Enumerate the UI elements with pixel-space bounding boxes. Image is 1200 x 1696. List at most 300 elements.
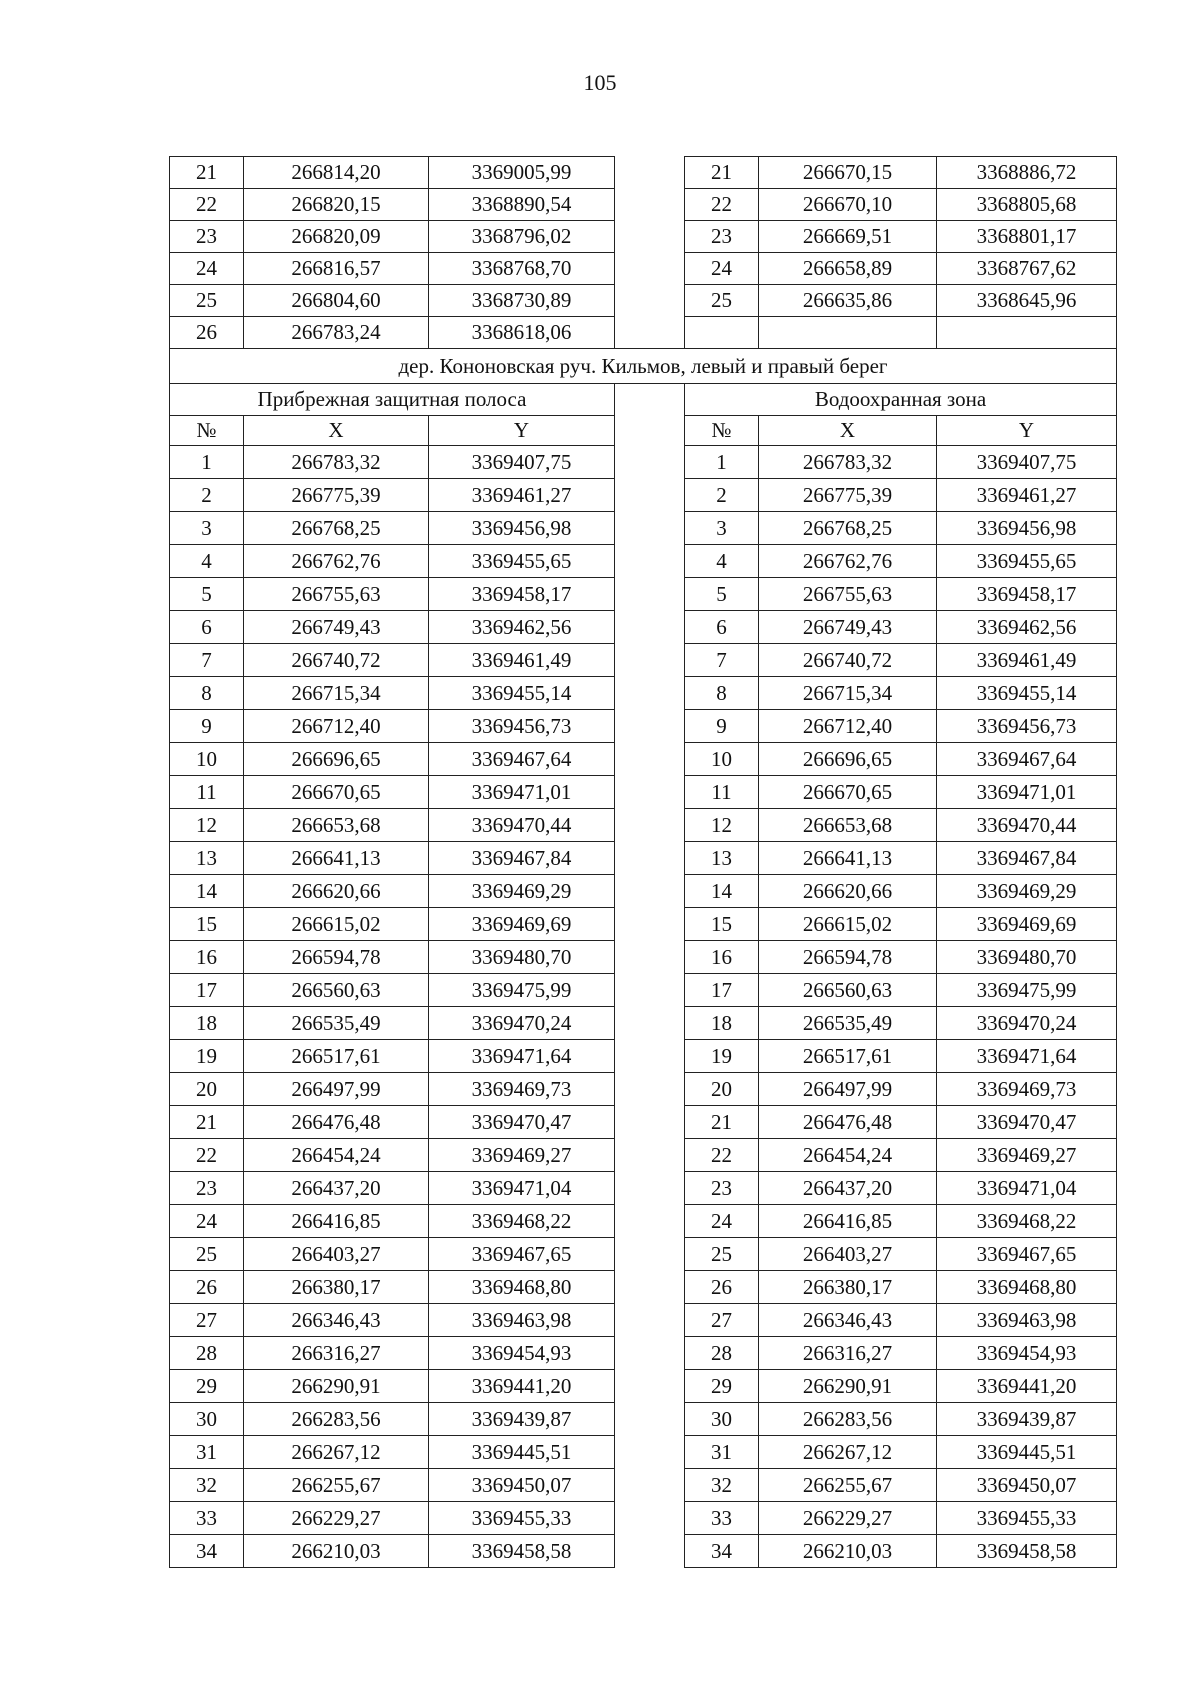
right-x-coordinate-cell: 266768,25: [759, 512, 937, 545]
left-y-coordinate-cell: 3369469,73: [429, 1073, 615, 1106]
left-y-coordinate-cell: 3369455,14: [429, 677, 615, 710]
left-y-coordinate-cell: 3369471,04: [429, 1172, 615, 1205]
right-y-coordinate-cell: 3369469,29: [937, 875, 1117, 908]
right-point-number-cell: 21: [685, 1106, 759, 1139]
left-x-coordinate-cell: 266560,63: [244, 974, 429, 1007]
left-x-coordinate-cell: 266755,63: [244, 578, 429, 611]
left-point-number-cell: 13: [170, 842, 244, 875]
right-point-number-cell: 26: [685, 1271, 759, 1304]
right-y-coordinate-cell: 3368767,62: [937, 253, 1117, 285]
right-point-number-cell: 31: [685, 1436, 759, 1469]
left-point-number-cell: 26: [170, 317, 244, 349]
table-row: [170, 1304, 1117, 1337]
table-gap: [615, 1469, 685, 1502]
left-x-coordinate-cell: 266255,67: [244, 1469, 429, 1502]
right-y-coordinate-cell: 3369455,14: [937, 677, 1117, 710]
left-point-number-cell: 5: [170, 578, 244, 611]
left-x-coordinate-cell: 266620,66: [244, 875, 429, 908]
coordinates-table-body: [170, 157, 1117, 1568]
table-row: [170, 1040, 1117, 1073]
left-point-number-cell: 3: [170, 512, 244, 545]
left-column-header: №: [170, 416, 244, 446]
table-row: [170, 157, 1117, 189]
left-x-coordinate-cell: 266670,65: [244, 776, 429, 809]
right-x-coordinate-cell: 266670,15: [759, 157, 937, 189]
right-y-coordinate-cell: 3369461,27: [937, 479, 1117, 512]
right-x-coordinate-cell: 266749,43: [759, 611, 937, 644]
left-y-coordinate-cell: 3369005,99: [429, 157, 615, 189]
right-point-number-cell: 22: [685, 189, 759, 221]
right-point-number-cell: 7: [685, 644, 759, 677]
table-gap: [615, 157, 685, 189]
right-y-coordinate-cell: 3369462,56: [937, 611, 1117, 644]
table-row: [170, 1271, 1117, 1304]
table-gap: [615, 1007, 685, 1040]
table-row: [170, 743, 1117, 776]
table-row: [170, 842, 1117, 875]
left-y-coordinate-cell: 3369467,65: [429, 1238, 615, 1271]
right-y-coordinate-cell: 3369456,98: [937, 512, 1117, 545]
left-point-number-cell: 10: [170, 743, 244, 776]
left-y-coordinate-cell: 3368796,02: [429, 221, 615, 253]
table-row: [170, 545, 1117, 578]
right-x-coordinate-cell: 266535,49: [759, 1007, 937, 1040]
right-point-number-cell: 33: [685, 1502, 759, 1535]
right-x-coordinate-cell: 266755,63: [759, 578, 937, 611]
table-gap: [615, 776, 685, 809]
table-row: [170, 875, 1117, 908]
right-y-coordinate-cell: 3368801,17: [937, 221, 1117, 253]
left-x-coordinate-cell: 266210,03: [244, 1535, 429, 1568]
left-point-number-cell: 17: [170, 974, 244, 1007]
table-row: [170, 1238, 1117, 1271]
left-y-coordinate-cell: 3369480,70: [429, 941, 615, 974]
right-x-coordinate-cell: 266403,27: [759, 1238, 937, 1271]
table-gap: [615, 446, 685, 479]
left-point-number-cell: 34: [170, 1535, 244, 1568]
section-title: дер. Кононовская руч. Кильмов, левый и правый берег: [170, 349, 1117, 384]
table-row: [170, 611, 1117, 644]
left-point-number-cell: 8: [170, 677, 244, 710]
right-y-coordinate-cell: 3369458,17: [937, 578, 1117, 611]
right-x-coordinate-cell: 266255,67: [759, 1469, 937, 1502]
right-point-number-cell: 23: [685, 221, 759, 253]
right-y-coordinate-cell: 3369450,07: [937, 1469, 1117, 1502]
right-y-coordinate-cell: 3369439,87: [937, 1403, 1117, 1436]
right-point-number-cell: 25: [685, 1238, 759, 1271]
left-point-number-cell: 1: [170, 446, 244, 479]
right-y-coordinate-cell: 3369469,27: [937, 1139, 1117, 1172]
right-y-coordinate-cell: 3369467,64: [937, 743, 1117, 776]
right-point-number-cell: 20: [685, 1073, 759, 1106]
right-point-number-cell: 13: [685, 842, 759, 875]
right-point-number-cell: 3: [685, 512, 759, 545]
right-point-number-cell: 22: [685, 1139, 759, 1172]
left-point-number-cell: 30: [170, 1403, 244, 1436]
right-point-number-cell: 18: [685, 1007, 759, 1040]
table-gap: [615, 611, 685, 644]
left-x-coordinate-cell: 266517,61: [244, 1040, 429, 1073]
left-y-coordinate-cell: 3369469,27: [429, 1139, 615, 1172]
right-y-coordinate-cell: 3369463,98: [937, 1304, 1117, 1337]
table-gap: [615, 1304, 685, 1337]
right-x-coordinate-cell: 266437,20: [759, 1172, 937, 1205]
left-x-coordinate-cell: 266476,48: [244, 1106, 429, 1139]
table-gap: [615, 1271, 685, 1304]
right-y-coordinate-cell: 3369467,65: [937, 1238, 1117, 1271]
right-x-coordinate-cell: 266476,48: [759, 1106, 937, 1139]
left-y-coordinate-cell: 3369450,07: [429, 1469, 615, 1502]
left-y-coordinate-cell: 3369461,49: [429, 644, 615, 677]
left-point-number-cell: 4: [170, 545, 244, 578]
right-point-number-cell: 6: [685, 611, 759, 644]
left-y-coordinate-cell: 3369445,51: [429, 1436, 615, 1469]
right-x-coordinate-cell: 266670,10: [759, 189, 937, 221]
table-gap: [615, 253, 685, 285]
table-row: [170, 1337, 1117, 1370]
right-point-number-cell: 16: [685, 941, 759, 974]
left-x-coordinate-cell: 266775,39: [244, 479, 429, 512]
right-y-coordinate-cell: 3369470,44: [937, 809, 1117, 842]
table-row: [170, 189, 1117, 221]
left-y-coordinate-cell: 3369469,29: [429, 875, 615, 908]
right-y-coordinate-cell: 3369456,73: [937, 710, 1117, 743]
table-gap: [615, 1436, 685, 1469]
left-x-coordinate-cell: 266615,02: [244, 908, 429, 941]
right-x-coordinate-cell: 266740,72: [759, 644, 937, 677]
right-y-coordinate-cell: 3368886,72: [937, 157, 1117, 189]
table-row: [170, 1502, 1117, 1535]
right-x-coordinate-cell: 266316,27: [759, 1337, 937, 1370]
left-x-coordinate-cell: 266715,34: [244, 677, 429, 710]
table-row: [170, 221, 1117, 253]
right-x-coordinate-cell: 266653,68: [759, 809, 937, 842]
table-gap: [615, 941, 685, 974]
left-x-coordinate-cell: 266229,27: [244, 1502, 429, 1535]
column-header-row: [170, 416, 1117, 446]
left-y-coordinate-cell: 3369470,44: [429, 809, 615, 842]
table-gap: [615, 710, 685, 743]
left-y-coordinate-cell: 3369454,93: [429, 1337, 615, 1370]
right-y-coordinate-cell: 3369471,64: [937, 1040, 1117, 1073]
left-x-coordinate-cell: 266535,49: [244, 1007, 429, 1040]
right-y-coordinate-cell: 3369469,73: [937, 1073, 1117, 1106]
right-x-coordinate-cell: 266635,86: [759, 285, 937, 317]
left-point-number-cell: 27: [170, 1304, 244, 1337]
table-gap: [615, 317, 685, 349]
table-row: [170, 1007, 1117, 1040]
table-row: [170, 317, 1117, 349]
right-x-coordinate-cell: 266560,63: [759, 974, 937, 1007]
left-point-number-cell: 11: [170, 776, 244, 809]
table-row: [170, 644, 1117, 677]
table-gap: [615, 644, 685, 677]
left-y-coordinate-cell: 3369456,73: [429, 710, 615, 743]
table-gap: [615, 1139, 685, 1172]
left-y-coordinate-cell: 3369468,22: [429, 1205, 615, 1238]
left-point-number-cell: 15: [170, 908, 244, 941]
table-gap: [615, 221, 685, 253]
right-x-coordinate-cell: 266229,27: [759, 1502, 937, 1535]
left-point-number-cell: 21: [170, 1106, 244, 1139]
left-x-coordinate-cell: 266267,12: [244, 1436, 429, 1469]
right-point-number-cell: 29: [685, 1370, 759, 1403]
right-point-number-cell: 30: [685, 1403, 759, 1436]
right-y-coordinate-cell: 3369455,65: [937, 545, 1117, 578]
table-row: [170, 253, 1117, 285]
right-y-coordinate-cell: 3369468,22: [937, 1205, 1117, 1238]
right-y-coordinate-cell: 3369461,49: [937, 644, 1117, 677]
left-y-coordinate-cell: 3369463,98: [429, 1304, 615, 1337]
right-point-number-cell: 8: [685, 677, 759, 710]
right-column-header: X: [759, 416, 937, 446]
table-row: [170, 809, 1117, 842]
left-x-coordinate-cell: 266804,60: [244, 285, 429, 317]
table-row: [170, 1073, 1117, 1106]
left-x-coordinate-cell: 266816,57: [244, 253, 429, 285]
left-point-number-cell: 31: [170, 1436, 244, 1469]
left-column-header: X: [244, 416, 429, 446]
left-x-coordinate-cell: 266283,56: [244, 1403, 429, 1436]
table-gap: [615, 1040, 685, 1073]
right-point-number-cell: 9: [685, 710, 759, 743]
left-y-coordinate-cell: 3369470,24: [429, 1007, 615, 1040]
right-x-coordinate-cell: 266416,85: [759, 1205, 937, 1238]
right-x-coordinate-cell: 266517,61: [759, 1040, 937, 1073]
left-x-coordinate-cell: 266316,27: [244, 1337, 429, 1370]
left-y-coordinate-cell: 3369458,58: [429, 1535, 615, 1568]
left-x-coordinate-cell: 266416,85: [244, 1205, 429, 1238]
table-gap: [615, 1205, 685, 1238]
left-y-coordinate-cell: 3369458,17: [429, 578, 615, 611]
left-point-number-cell: 23: [170, 1172, 244, 1205]
right-point-number-cell: 28: [685, 1337, 759, 1370]
table-row: [170, 446, 1117, 479]
right-x-coordinate-cell: 266594,78: [759, 941, 937, 974]
left-x-coordinate-cell: 266641,13: [244, 842, 429, 875]
right-point-number-cell: 17: [685, 974, 759, 1007]
left-y-coordinate-cell: 3368890,54: [429, 189, 615, 221]
table-gap: [615, 1370, 685, 1403]
right-point-number-cell: 2: [685, 479, 759, 512]
coordinates-table: [169, 156, 1117, 1568]
right-x-coordinate-cell: 266696,65: [759, 743, 937, 776]
right-x-coordinate-cell: 266346,43: [759, 1304, 937, 1337]
left-x-coordinate-cell: 266814,20: [244, 157, 429, 189]
table-gap: [615, 578, 685, 611]
right-y-coordinate-cell: 3368805,68: [937, 189, 1117, 221]
left-point-number-cell: 33: [170, 1502, 244, 1535]
table-gap: [615, 842, 685, 875]
table-gap: [615, 285, 685, 317]
right-y-coordinate-cell: 3369471,01: [937, 776, 1117, 809]
left-y-coordinate-cell: 3369455,33: [429, 1502, 615, 1535]
table-row: [170, 1535, 1117, 1568]
left-point-number-cell: 19: [170, 1040, 244, 1073]
right-x-coordinate-cell: 266290,91: [759, 1370, 937, 1403]
left-y-coordinate-cell: 3369407,75: [429, 446, 615, 479]
left-x-coordinate-cell: 266497,99: [244, 1073, 429, 1106]
table-row: [170, 1370, 1117, 1403]
table-gap: [615, 189, 685, 221]
left-point-number-cell: 21: [170, 157, 244, 189]
table-row: [170, 941, 1117, 974]
subtable-title-row: [170, 384, 1117, 416]
left-point-number-cell: 7: [170, 644, 244, 677]
table-gap: [615, 875, 685, 908]
right-x-coordinate-cell: 266283,56: [759, 1403, 937, 1436]
left-x-coordinate-cell: 266290,91: [244, 1370, 429, 1403]
right-x-coordinate-cell: 266380,17: [759, 1271, 937, 1304]
left-x-coordinate-cell: 266712,40: [244, 710, 429, 743]
left-y-coordinate-cell: 3368618,06: [429, 317, 615, 349]
right-y-coordinate-cell: 3369441,20: [937, 1370, 1117, 1403]
left-point-number-cell: 20: [170, 1073, 244, 1106]
left-y-coordinate-cell: 3369461,27: [429, 479, 615, 512]
right-x-coordinate-cell: 266615,02: [759, 908, 937, 941]
left-y-coordinate-cell: 3369441,20: [429, 1370, 615, 1403]
table-gap: [615, 809, 685, 842]
left-y-coordinate-cell: 3369470,47: [429, 1106, 615, 1139]
right-y-coordinate-cell: 3369445,51: [937, 1436, 1117, 1469]
right-x-coordinate-cell: [759, 317, 937, 349]
table-row: [170, 974, 1117, 1007]
left-y-coordinate-cell: 3369471,64: [429, 1040, 615, 1073]
right-y-coordinate-cell: 3369475,99: [937, 974, 1117, 1007]
right-y-coordinate-cell: 3369468,80: [937, 1271, 1117, 1304]
right-point-number-cell: 4: [685, 545, 759, 578]
left-x-coordinate-cell: 266696,65: [244, 743, 429, 776]
table-gap: [615, 1337, 685, 1370]
left-y-coordinate-cell: 3369471,01: [429, 776, 615, 809]
left-point-number-cell: 22: [170, 189, 244, 221]
left-point-number-cell: 26: [170, 1271, 244, 1304]
right-y-coordinate-cell: 3369467,84: [937, 842, 1117, 875]
right-point-number-cell: 5: [685, 578, 759, 611]
left-point-number-cell: 23: [170, 221, 244, 253]
right-column-header: №: [685, 416, 759, 446]
left-y-coordinate-cell: 3368768,70: [429, 253, 615, 285]
left-y-coordinate-cell: 3369467,64: [429, 743, 615, 776]
table-row: [170, 710, 1117, 743]
left-point-number-cell: 25: [170, 1238, 244, 1271]
table-gap: [615, 743, 685, 776]
left-x-coordinate-cell: 266346,43: [244, 1304, 429, 1337]
table-row: [170, 285, 1117, 317]
table-gap: [615, 1238, 685, 1271]
right-point-number-cell: 11: [685, 776, 759, 809]
page-number: 105: [583, 70, 617, 95]
right-point-number-cell: 32: [685, 1469, 759, 1502]
left-x-coordinate-cell: 266454,24: [244, 1139, 429, 1172]
right-point-number-cell: 14: [685, 875, 759, 908]
right-table-title: Водоохранная зона: [685, 384, 1117, 416]
right-x-coordinate-cell: 266267,12: [759, 1436, 937, 1469]
right-x-coordinate-cell: 266497,99: [759, 1073, 937, 1106]
right-x-coordinate-cell: 266658,89: [759, 253, 937, 285]
right-point-number-cell: 23: [685, 1172, 759, 1205]
left-point-number-cell: 25: [170, 285, 244, 317]
table-gap: [615, 974, 685, 1007]
left-y-coordinate-cell: 3369462,56: [429, 611, 615, 644]
left-point-number-cell: 24: [170, 253, 244, 285]
table-gap: [615, 1172, 685, 1205]
right-y-coordinate-cell: 3369454,93: [937, 1337, 1117, 1370]
left-y-coordinate-cell: 3369455,65: [429, 545, 615, 578]
left-x-coordinate-cell: 266594,78: [244, 941, 429, 974]
right-point-number-cell: 27: [685, 1304, 759, 1337]
table-gap: [615, 677, 685, 710]
table-row: [170, 479, 1117, 512]
right-point-number-cell: 15: [685, 908, 759, 941]
right-point-number-cell: 24: [685, 253, 759, 285]
right-point-number-cell: 21: [685, 157, 759, 189]
right-x-coordinate-cell: 266620,66: [759, 875, 937, 908]
table-gap: [615, 479, 685, 512]
right-point-number-cell: 12: [685, 809, 759, 842]
section-row: [170, 349, 1117, 384]
table-row: [170, 1469, 1117, 1502]
left-point-number-cell: 18: [170, 1007, 244, 1040]
table-row: [170, 578, 1117, 611]
right-x-coordinate-cell: 266454,24: [759, 1139, 937, 1172]
left-point-number-cell: 2: [170, 479, 244, 512]
left-x-coordinate-cell: 266820,15: [244, 189, 429, 221]
left-table-title: Прибрежная защитная полоса: [170, 384, 615, 416]
right-y-coordinate-cell: 3369458,58: [937, 1535, 1117, 1568]
table-gap: [615, 1403, 685, 1436]
left-y-coordinate-cell: 3368730,89: [429, 285, 615, 317]
table-row: [170, 908, 1117, 941]
left-point-number-cell: 9: [170, 710, 244, 743]
left-x-coordinate-cell: 266820,09: [244, 221, 429, 253]
left-point-number-cell: 24: [170, 1205, 244, 1238]
left-point-number-cell: 16: [170, 941, 244, 974]
right-y-coordinate-cell: 3369469,69: [937, 908, 1117, 941]
right-x-coordinate-cell: 266670,65: [759, 776, 937, 809]
table-row: [170, 776, 1117, 809]
right-point-number-cell: 24: [685, 1205, 759, 1238]
right-point-number-cell: 25: [685, 285, 759, 317]
left-x-coordinate-cell: 266403,27: [244, 1238, 429, 1271]
table-row: [170, 1436, 1117, 1469]
table-gap: [615, 1106, 685, 1139]
left-y-coordinate-cell: 3369475,99: [429, 974, 615, 1007]
left-x-coordinate-cell: 266783,32: [244, 446, 429, 479]
left-point-number-cell: 29: [170, 1370, 244, 1403]
left-point-number-cell: 14: [170, 875, 244, 908]
right-x-coordinate-cell: 266783,32: [759, 446, 937, 479]
right-y-coordinate-cell: 3369455,33: [937, 1502, 1117, 1535]
left-y-coordinate-cell: 3369456,98: [429, 512, 615, 545]
right-y-coordinate-cell: 3369470,47: [937, 1106, 1117, 1139]
table-gap: [615, 908, 685, 941]
right-point-number-cell: 34: [685, 1535, 759, 1568]
left-x-coordinate-cell: 266653,68: [244, 809, 429, 842]
left-x-coordinate-cell: 266783,24: [244, 317, 429, 349]
right-point-number-cell: [685, 317, 759, 349]
right-x-coordinate-cell: 266641,13: [759, 842, 937, 875]
right-y-coordinate-cell: 3369470,24: [937, 1007, 1117, 1040]
table-row: [170, 1403, 1117, 1436]
left-point-number-cell: 6: [170, 611, 244, 644]
table-row: [170, 1172, 1117, 1205]
left-x-coordinate-cell: 266768,25: [244, 512, 429, 545]
right-point-number-cell: 10: [685, 743, 759, 776]
right-column-header: Y: [937, 416, 1117, 446]
table-gap: [615, 545, 685, 578]
table-row: [170, 1205, 1117, 1238]
